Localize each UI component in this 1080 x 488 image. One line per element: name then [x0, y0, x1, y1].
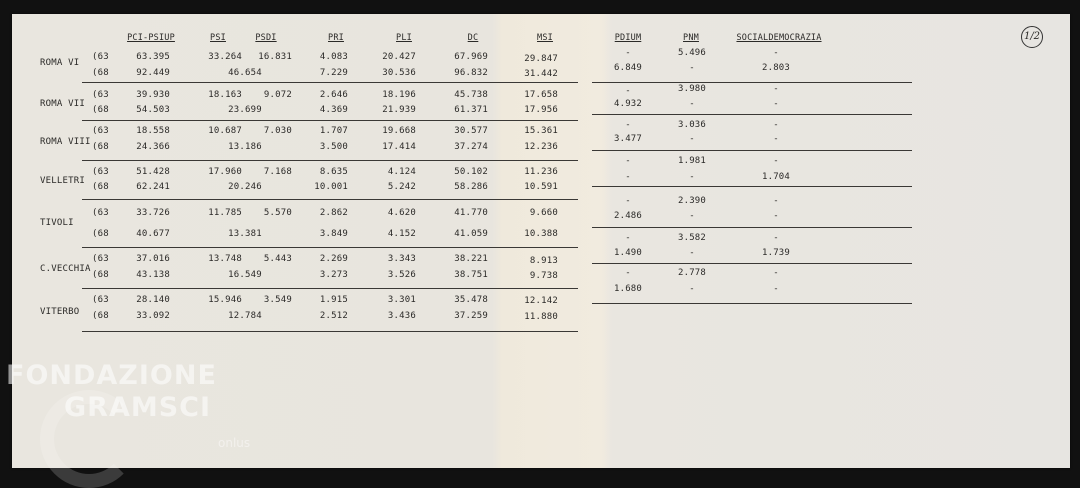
header-msi: MSI	[537, 33, 553, 43]
cell-psdi: 5.570	[263, 208, 292, 218]
cell-pci-psiup: 51.428	[136, 167, 170, 177]
header-psi: PSI	[210, 33, 226, 43]
cell-pdium: 4.932	[613, 99, 643, 109]
row-divider	[82, 288, 578, 289]
cell-psi-psdi: 13.186	[228, 142, 262, 152]
cell-msi: 9.738	[529, 271, 558, 281]
row-divider	[592, 150, 912, 151]
cell-pci-psiup: 92.449	[136, 68, 170, 78]
cell-msi: 11.236	[524, 167, 558, 177]
header-dc: DC	[467, 33, 479, 43]
row-divider	[592, 114, 912, 115]
year-label: (63	[92, 126, 109, 136]
year-label: (68	[92, 270, 109, 280]
district-name: TIVOLI	[40, 218, 74, 228]
row-divider	[82, 247, 578, 248]
cell-psi: 18.163	[208, 90, 242, 100]
cell-socialdemocrazia: -	[773, 233, 779, 243]
cell-dc: 30.577	[454, 126, 488, 136]
cell-pri: 4.083	[319, 52, 348, 62]
year-label: (68	[92, 311, 109, 321]
cell-pli: 19.668	[382, 126, 416, 136]
cell-msi: 15.361	[524, 126, 558, 136]
cell-pci-psiup: 33.726	[136, 208, 170, 218]
cell-msi: 12.142	[524, 296, 558, 306]
cell-pri: 1.915	[319, 295, 348, 305]
cell-pci-psiup: 28.140	[136, 295, 170, 305]
cell-psdi: 16.831	[258, 52, 292, 62]
cell-socialdemocrazia: 1.704	[761, 172, 791, 182]
cell-socialdemocrazia: -	[773, 284, 779, 294]
cell-pnm: 2.778	[677, 268, 707, 278]
cell-pnm: -	[689, 134, 695, 144]
cell-dc: 37.274	[454, 142, 488, 152]
cell-pnm: 2.390	[677, 196, 707, 206]
year-label: (63	[92, 52, 109, 62]
cell-pdium: 6.849	[613, 63, 643, 73]
row-divider	[592, 82, 912, 83]
cell-socialdemocrazia: 2.803	[761, 63, 791, 73]
cell-dc: 37.259	[454, 311, 488, 321]
row-divider	[592, 303, 912, 304]
cell-psi-psdi: 20.246	[228, 182, 262, 192]
cell-psdi: 7.030	[263, 126, 292, 136]
cell-psi: 15.946	[208, 295, 242, 305]
cell-msi: 10.591	[524, 182, 558, 192]
year-label: (63	[92, 208, 109, 218]
cell-dc: 41.770	[454, 208, 488, 218]
cell-pri: 8.635	[319, 167, 348, 177]
cell-psi-psdi: 16.549	[228, 270, 262, 280]
cell-pdium: -	[625, 196, 631, 206]
cell-pci-psiup: 40.677	[136, 229, 170, 239]
cell-pri: 10.001	[314, 182, 348, 192]
district-name: ROMA VII	[40, 99, 85, 109]
cell-socialdemocrazia: -	[773, 196, 779, 206]
cell-pdium: -	[625, 86, 631, 96]
cell-pdium: 2.486	[613, 211, 643, 221]
cell-pri: 3.500	[319, 142, 348, 152]
cell-dc: 41.059	[454, 229, 488, 239]
row-divider	[82, 120, 578, 121]
cell-pci-psiup: 43.138	[136, 270, 170, 280]
cell-pnm: 1.981	[677, 156, 707, 166]
year-label: (68	[92, 68, 109, 78]
cell-pnm: -	[689, 172, 695, 182]
cell-psdi: 5.443	[263, 254, 292, 264]
cell-dc: 35.478	[454, 295, 488, 305]
cell-pri: 2.862	[319, 208, 348, 218]
cell-pri: 3.849	[319, 229, 348, 239]
cell-pci-psiup: 37.016	[136, 254, 170, 264]
cell-pri: 4.369	[319, 105, 348, 115]
year-label: (63	[92, 167, 109, 177]
header-pri: PRI	[328, 33, 344, 43]
cell-pli: 3.301	[387, 295, 416, 305]
cell-dc: 45.738	[454, 90, 488, 100]
cell-pri: 2.646	[319, 90, 348, 100]
cell-socialdemocrazia: 1.739	[761, 248, 791, 258]
district-name: ROMA VI	[40, 58, 80, 68]
row-divider	[592, 227, 912, 228]
cell-msi: 12.236	[524, 142, 558, 152]
cell-socialdemocrazia: -	[773, 268, 779, 278]
cell-pdium: 3.477	[613, 134, 643, 144]
cell-socialdemocrazia: -	[773, 156, 779, 166]
cell-pci-psiup: 24.366	[136, 142, 170, 152]
cell-pri: 2.269	[319, 254, 348, 264]
district-name: VELLETRI	[40, 176, 85, 186]
row-divider	[82, 199, 578, 200]
cell-pnm: -	[689, 99, 695, 109]
cell-dc: 61.371	[454, 105, 488, 115]
cell-pnm: 3.582	[677, 233, 707, 243]
header-pnm: PNM	[683, 33, 699, 43]
cell-psi-psdi: 12.784	[228, 311, 262, 321]
cell-pci-psiup: 63.395	[136, 52, 170, 62]
cell-pli: 3.343	[387, 254, 416, 264]
page-number-mark: 1/2	[1021, 26, 1043, 48]
cell-msi: 17.956	[524, 105, 558, 115]
row-divider	[82, 331, 578, 332]
cell-pdium: 1.490	[613, 248, 643, 258]
row-divider	[82, 160, 578, 161]
cell-pli: 4.620	[387, 208, 416, 218]
cell-psi: 10.687	[208, 126, 242, 136]
cell-pli: 21.939	[382, 105, 416, 115]
cell-socialdemocrazia: -	[773, 134, 779, 144]
watermark-line-1: FONDAZIONE	[6, 360, 217, 391]
cell-pli: 3.436	[387, 311, 416, 321]
cell-pli: 30.536	[382, 68, 416, 78]
year-label: (68	[92, 229, 109, 239]
year-label: (68	[92, 182, 109, 192]
header-pdium: PDIUM	[614, 33, 642, 43]
cell-msi: 8.913	[529, 256, 558, 266]
cell-socialdemocrazia: -	[773, 120, 779, 130]
cell-pdium: -	[625, 156, 631, 166]
cell-pdium: -	[625, 172, 631, 182]
cell-pli: 4.152	[387, 229, 416, 239]
cell-pnm: 3.036	[677, 120, 707, 130]
cell-psi: 33.264	[208, 52, 242, 62]
cell-msi: 9.660	[529, 208, 558, 218]
cell-pli: 5.242	[387, 182, 416, 192]
cell-dc: 67.969	[454, 52, 488, 62]
watermark-line-2: GRAMSCI	[64, 392, 212, 423]
header-socialdemocrazia: SOCIALDEMOCRAZIA	[736, 33, 822, 43]
cell-pdium: -	[625, 268, 631, 278]
year-label: (63	[92, 295, 109, 305]
cell-pci-psiup: 54.503	[136, 105, 170, 115]
cell-psi: 13.748	[208, 254, 242, 264]
cell-pci-psiup: 33.092	[136, 311, 170, 321]
cell-pdium: 1.680	[613, 284, 643, 294]
header-psdi: PSDI	[255, 33, 277, 43]
year-label: (63	[92, 90, 109, 100]
cell-psdi: 7.168	[263, 167, 292, 177]
cell-socialdemocrazia: -	[773, 99, 779, 109]
cell-pdium: -	[625, 233, 631, 243]
cell-pli: 17.414	[382, 142, 416, 152]
row-divider	[592, 263, 912, 264]
year-label: (68	[92, 142, 109, 152]
cell-pri: 7.229	[319, 68, 348, 78]
cell-pri: 1.707	[319, 126, 348, 136]
cell-socialdemocrazia: -	[773, 211, 779, 221]
header-pci-psiup: PCI-PSIUP	[127, 33, 175, 43]
cell-pnm: 5.496	[677, 48, 707, 58]
cell-psi: 17.960	[208, 167, 242, 177]
cell-psdi: 9.072	[263, 90, 292, 100]
cell-psi-psdi: 46.654	[228, 68, 262, 78]
cell-psdi: 3.549	[263, 295, 292, 305]
cell-pnm: -	[689, 284, 695, 294]
cell-pnm: -	[689, 63, 695, 73]
cell-msi: 29.847	[524, 54, 558, 64]
cell-pnm: -	[689, 211, 695, 221]
year-label: (68	[92, 105, 109, 115]
cell-pdium: -	[625, 120, 631, 130]
cell-psi-psdi: 13.381	[228, 229, 262, 239]
cell-msi: 31.442	[524, 69, 558, 79]
cell-pci-psiup: 62.241	[136, 182, 170, 192]
cell-dc: 58.286	[454, 182, 488, 192]
row-divider	[82, 82, 578, 83]
cell-pnm: 3.980	[677, 84, 707, 94]
cell-msi: 17.658	[524, 90, 558, 100]
row-divider	[592, 186, 912, 187]
cell-dc: 96.832	[454, 68, 488, 78]
cell-dc: 38.221	[454, 254, 488, 264]
cell-socialdemocrazia: -	[773, 84, 779, 94]
header-pli: PLI	[396, 33, 412, 43]
cell-pli: 4.124	[387, 167, 416, 177]
cell-pci-psiup: 18.558	[136, 126, 170, 136]
year-label: (63	[92, 254, 109, 264]
cell-pri: 3.273	[319, 270, 348, 280]
cell-pli: 20.427	[382, 52, 416, 62]
cell-pnm: -	[689, 248, 695, 258]
cell-pci-psiup: 39.930	[136, 90, 170, 100]
cell-pli: 3.526	[387, 270, 416, 280]
cell-pli: 18.196	[382, 90, 416, 100]
cell-msi: 11.880	[524, 312, 558, 322]
cell-dc: 50.102	[454, 167, 488, 177]
cell-psi: 11.785	[208, 208, 242, 218]
cell-pdium: -	[625, 48, 631, 58]
cell-psi-psdi: 23.699	[228, 105, 262, 115]
cell-socialdemocrazia: -	[773, 48, 779, 58]
cell-msi: 10.388	[524, 229, 558, 239]
cell-dc: 38.751	[454, 270, 488, 280]
district-name: VITERBO	[40, 307, 80, 317]
cell-pri: 2.512	[319, 311, 348, 321]
district-name: C.VECCHIA	[40, 264, 91, 274]
watermark-line-3: onlus	[218, 436, 251, 450]
district-name: ROMA VIII	[40, 137, 91, 147]
